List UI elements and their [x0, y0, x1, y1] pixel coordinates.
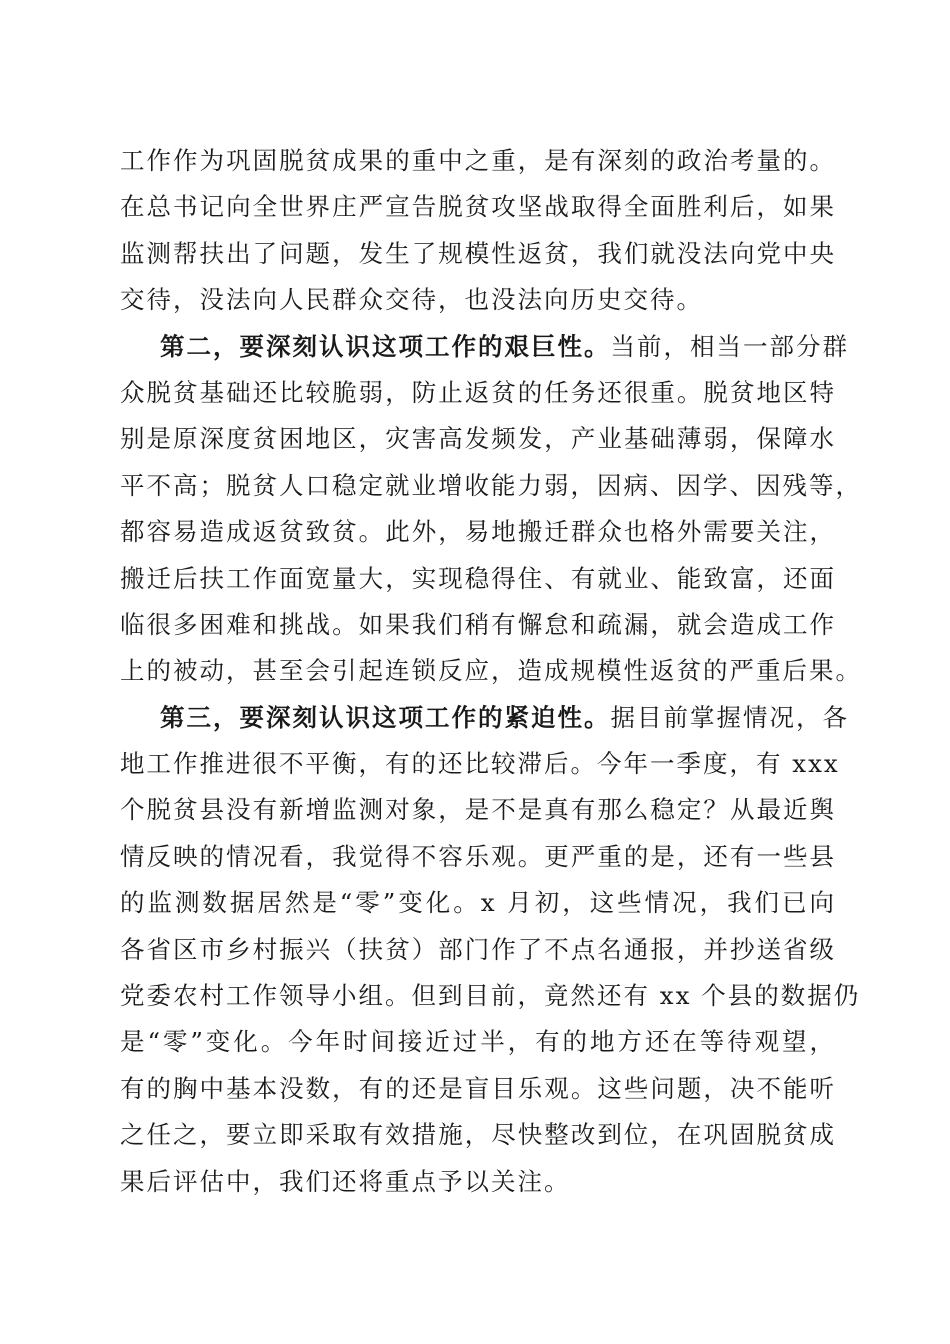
text-line: [120, 695, 849, 741]
text-line: 搬迁后扶工作面宽量大，实现稳得住、有就业、能致富，还面: [120, 563, 836, 593]
text-line: 临很多困难和挑战。如果我们稍有懈怠和疏漏，就会造成工作: [120, 609, 836, 639]
text-line: 果后评估中，我们还将重点予以关注。: [120, 1166, 571, 1196]
text-line: 上的被动，甚至会引起连锁反应，造成规模性返贫的严重后果。: [120, 656, 862, 686]
text-line: 都容易造成返贫致贫。此外，易地搬迁群众也格外需要关注，: [120, 517, 836, 547]
paragraph-2: [120, 324, 862, 695]
text-line: 之任之，要立即采取有效措施，尽快整改到位，在巩固脱贫成: [120, 1120, 836, 1150]
paragraph-1: [120, 138, 836, 324]
text-line: 个脱贫县没有新增监测对象，是不是真有那么稳定？从最近舆: [120, 795, 836, 825]
body-text: [120, 138, 862, 1205]
text-line: 有的胸中基本没数，有的还是盲目乐观。这些问题，决不能听: [120, 1073, 836, 1103]
paragraph-3: [120, 695, 861, 1205]
text-line: 的监测数据居然是“零”变化。x 月初，这些情况，我们已向: [120, 888, 836, 918]
text-line: 是“零”变化。今年时间接近过半，有的地方还在等待观望，: [120, 1027, 836, 1057]
paragraph-lead: 第二，要深刻认识这项工作的艰巨性。: [160, 331, 611, 361]
text-line: 监测帮扶出了问题，发生了规模性返贫，我们就没法向党中央: [120, 238, 836, 268]
text-line: 在总书记向全世界庄严宣告脱贫攻坚战取得全面胜利后，如果: [120, 192, 836, 222]
paragraph-lead: 第三，要深刻认识这项工作的紧迫性。: [160, 702, 611, 732]
text-segment: 当前，相当一部分群: [610, 331, 849, 361]
text-line: 交待，没法向人民群众交待，也没法向历史交待。: [120, 285, 703, 315]
text-line: 党委农村工作领导小组。但到目前，竟然还有 xx 个县的数据仍: [120, 981, 861, 1011]
text-line: 别是原深度贫困地区，灾害高发频发，产业基础薄弱，保障水: [120, 424, 836, 454]
text-line: 各省区市乡村振兴（扶贫）部门作了不点名通报，并抄送省级: [120, 934, 836, 964]
text-line: [120, 324, 849, 370]
text-line: 平不高；脱贫人口稳定就业增收能力弱，因病、因学、因残等，: [120, 470, 862, 500]
text-line: 工作作为巩固脱贫成果的重中之重，是有深刻的政治考量的。: [120, 146, 836, 175]
text-line: 众脱贫基础还比较脆弱，防止返贫的任务还很重。脱贫地区特: [120, 377, 836, 407]
text-segment: 据目前掌握情况，各: [610, 702, 849, 732]
text-line: 情反映的情况看，我觉得不容乐观。更严重的是，还有一些县: [120, 841, 836, 871]
text-line: 地工作推进很不平衡，有的还比较滞后。今年一季度，有 xxx: [120, 749, 840, 779]
